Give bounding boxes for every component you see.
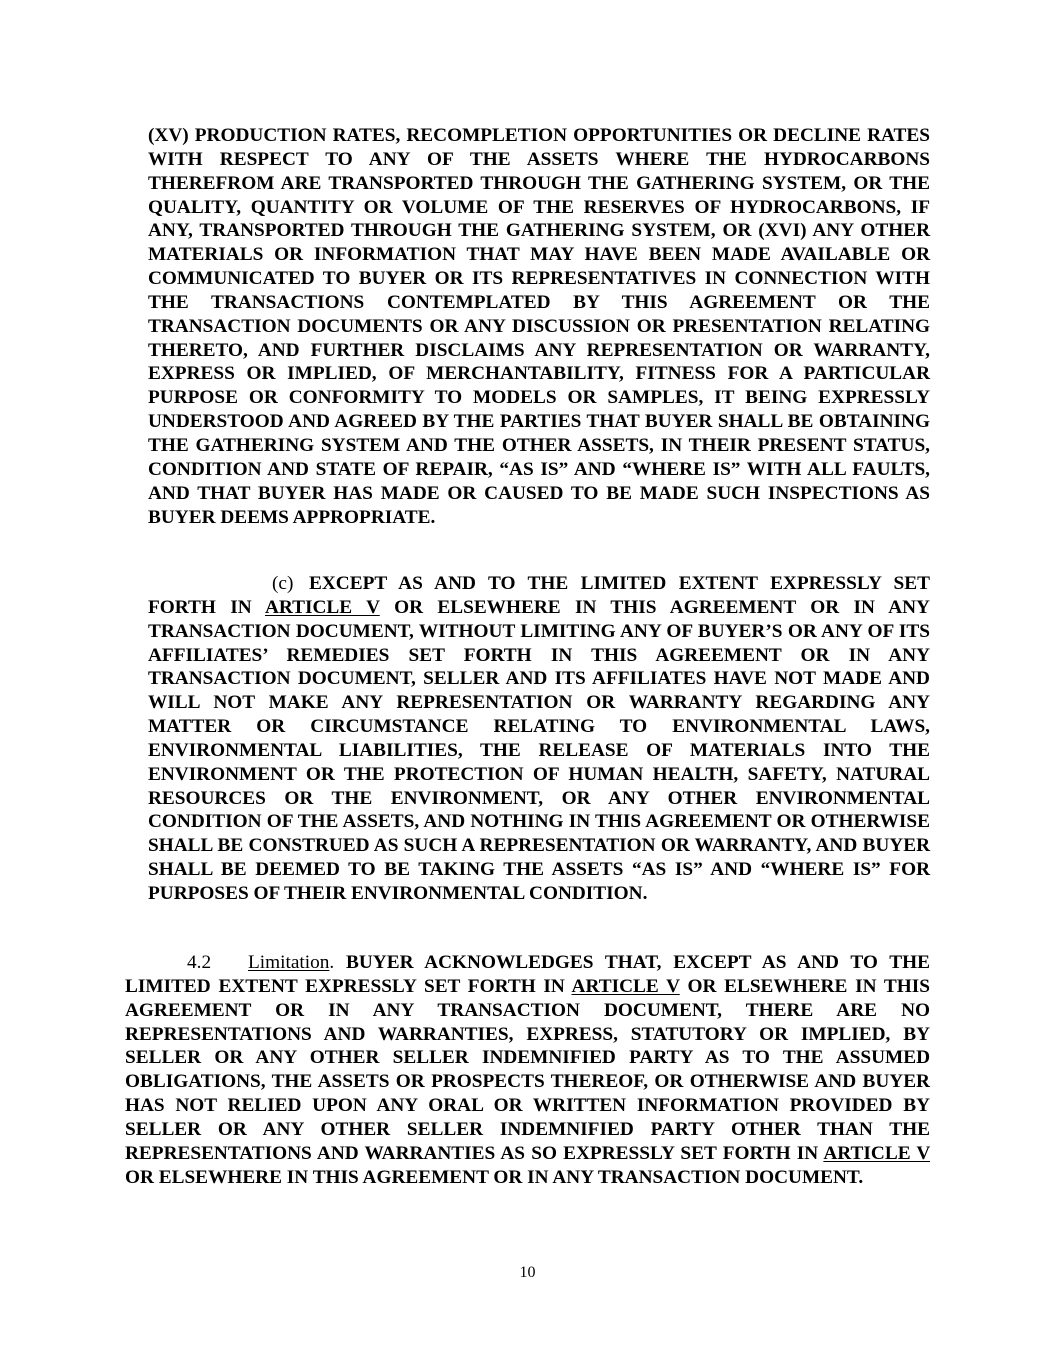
paragraph-text: EXCEPT AS AND TO THE LIMITED EXTENT EXPRESSLY SET FORTH IN: [148, 573, 930, 618]
heading-period: .: [329, 952, 335, 973]
clause-label: (c): [272, 573, 294, 594]
article-v-reference[interactable]: ARTICLE V: [571, 975, 680, 997]
paragraph-text: OR ELSEWHERE IN THIS AGREEMENT OR IN ANY TRANSACTION DOCUMENT, THERE ARE NO REPRESENTATIONS AND WARRANTIES, EXPRESS, STATUTORY OR IMPLIED, BY SELLER OR ANY OTHER SELLER INDEMNIFIED PARTY AS TO THE ASSUMED OBLIGATIONS, THE ASSETS OR PROSPECTS THEREOF, OR OTHERWISE AND BUYER HAS NOT RELIED UPON ANY ORAL OR WRITTEN INFORMATION PROVIDED BY SELLER OR ANY OTHER SELLER INDEMNIFIED PARTY OTHER THAN THE REPRESENTATIONS AND WARRANTIES AS SO EXPRESSLY SET FORTH IN: [125, 975, 930, 1164]
page-number: 10: [519, 1264, 536, 1281]
paragraph-text: BUYER ACKNOWLEDGES THAT, EXCEPT AS AND TO THE LIMITED EXTENT EXPRESSLY SET FORTH IN: [125, 952, 930, 997]
section-4-2-limitation: [125, 951, 930, 1189]
paragraph-disclaimer-continued: [148, 124, 930, 529]
paragraph-text: OR ELSEWHERE IN THIS AGREEMENT OR IN ANY TRANSACTION DOCUMENT.: [125, 1166, 864, 1188]
paragraph-c-environmental: [148, 572, 930, 906]
article-v-reference[interactable]: ARTICLE V: [264, 596, 380, 618]
paragraph-text: OR ELSEWHERE IN THIS AGREEMENT OR IN ANY TRANSACTION DOCUMENT, WITHOUT LIMITING ANY OF BUYER’S OR ANY OF ITS AFFILIATES’ REMEDIES SET FORTH IN THIS AGREEMENT OR IN ANY TRANSACTION DOCUMENT, SELLER AND ITS AFFILIATES HAVE NOT MADE AND WILL NOT MAKE ANY REPRESENTATION OR WARRANTY REGARDING ANY MATTER OR CIRCUMSTANCE RELATING TO ENVIRONMENTAL LAWS, ENVIRONMENTAL LIABILITIES, THE RELEASE OF MATERIALS INTO THE ENVIRONMENT OR THE PROTECTION OF HUMAN HEALTH, SAFETY, NATURAL RESOURCES OR THE ENVIRONMENT, OR ANY OTHER ENVIRONMENTAL CONDITION OF THE ASSETS, AND NOTHING IN THIS AGREEMENT OR OTHERWISE SHALL BE CONSTRUED AS SUCH A REPRESENTATION OR WARRANTY, AND BUYER SHALL BE DEEMED TO BE TAKING THE ASSETS “AS IS” AND “WHERE IS” FOR PURPOSES OF THEIR ENVIRONMENTAL CONDITION.: [148, 596, 930, 904]
section-number: 4.2: [187, 952, 212, 973]
section-heading: Limitation: [248, 952, 330, 973]
paragraph-text: (XV) PRODUCTION RATES, RECOMPLETION OPPORTUNITIES OR DECLINE RATES WITH RESPECT TO ANY OF THE ASSETS WHERE THE HYDROCARBONS THEREFROM ARE TRANSPORTED THROUGH THE GATHERING SYSTEM, OR THE QUALITY, QUANTITY OR VOLUME OF THE RESERVES OF HYDROCARBONS, IF ANY, TRANSPORTED THROUGH THE GATHERING SYSTEM, OR (XVI) ANY OTHER MATERIALS OR INFORMATION THAT MAY HAVE BEEN MADE AVAILABLE OR COMMUNICATED TO BUYER OR ITS REPRESENTATIVES IN CONNECTION WITH THE TRANSACTIONS CONTEMPLATED BY THIS AGREEMENT OR THE TRANSACTION DOCUMENTS OR ANY DISCUSSION OR PRESENTATION RELATING THERETO, AND FURTHER DISCLAIMS ANY REPRESENTATION OR WARRANTY, EXPRESS OR IMPLIED, OF MERCHANTABILITY, FITNESS FOR A PARTICULAR PURPOSE OR CONFORMITY TO MODELS OR SAMPLES, IT BEING EXPRESSLY UNDERSTOOD AND AGREED BY THE PARTIES THAT BUYER SHALL BE OBTAINING THE GATHERING SYSTEM AND THE OTHER ASSETS, IN THEIR PRESENT STATUS, CONDITION AND STATE OF REPAIR, “AS IS” AND “WHERE IS” WITH ALL FAULTS, AND THAT BUYER HAS MADE OR CAUSED TO BE MADE SUCH INSPECTIONS AS BUYER DEEMS APPROPRIATE.: [148, 125, 930, 528]
article-v-reference[interactable]: ARTICLE V: [823, 1142, 930, 1164]
